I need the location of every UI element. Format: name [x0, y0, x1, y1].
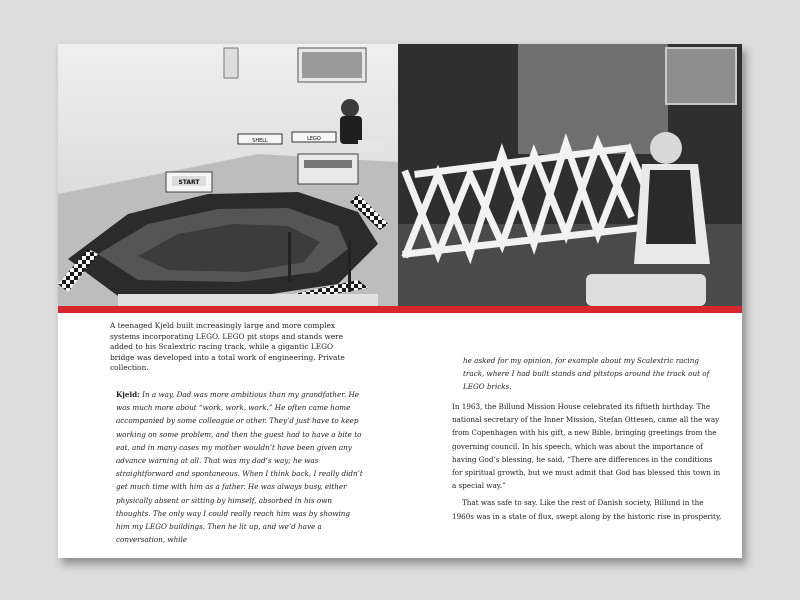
photo-caption: A teenaged Kjeld built increasingly large and more complex systems incorporating LEGO. LEGO pit stops and stands were added to his Scalextric racing track, while a gigantic LEGO bridge was developed into a total work of engineering. Private collection. [110, 321, 345, 373]
racing-track-photo [58, 44, 398, 306]
body-paragraph: That was safe to say. Like the rest of Danish society, Billund in the 1960s was in a state of flux, swept along by the historic rise in prosperity, [452, 498, 722, 521]
start-sign: START [178, 179, 200, 186]
lego-bridge-illustration [398, 44, 742, 306]
lego-bridge-photo [398, 44, 742, 306]
pit-sign-a: SHELL [252, 138, 268, 144]
book-spread [58, 44, 742, 558]
body-text [452, 400, 722, 523]
red-divider-bar [58, 306, 742, 313]
body-paragraph: In 1963, the Billund Mission House celebrated its fiftieth birthday. The national secretary of the Inner Mission, Stefan Ottesen, came all the way from Copenhagen with his gift, a new Bible, bringing greetings from the governing council. In his speech, which was about the importance of having God’s blessing, he said, “There are differences in the conditions for spiritual growth, but we must admit that God has blessed this town in a special way.” [452, 402, 721, 491]
quote-text: In a way, Dad was more ambitious than my grandfather. He was much more about “work, work, work.” He often came home accompanied by some colleague or other. They’d just have to keep working on some problem, and then the guest had to have a bite to eat, and in many cases my mother wouldn’t have been given any advance warning at all. That was my dad’s way; he was straightforward and spontaneous. When I think back, I really didn’t get much time with him as a father. He was always busy, either physically absent or sitting by himself, absorbed in his own thoughts. The only way I could really reach him was by showing him my LEGO buildings. Then he lit up, and we’d have a conversation, while [116, 390, 363, 545]
kjeld-quote-left [116, 388, 366, 546]
racing-track-illustration [58, 44, 398, 306]
kjeld-quote-continued: he asked for my opinion, for example about my Scalextric racing track, where I had built stands and pitstops around the track out of LEGO bricks. [463, 356, 710, 392]
quote-speaker: Kjeld: [116, 390, 140, 399]
pit-sign-b: LEGO [307, 136, 321, 142]
